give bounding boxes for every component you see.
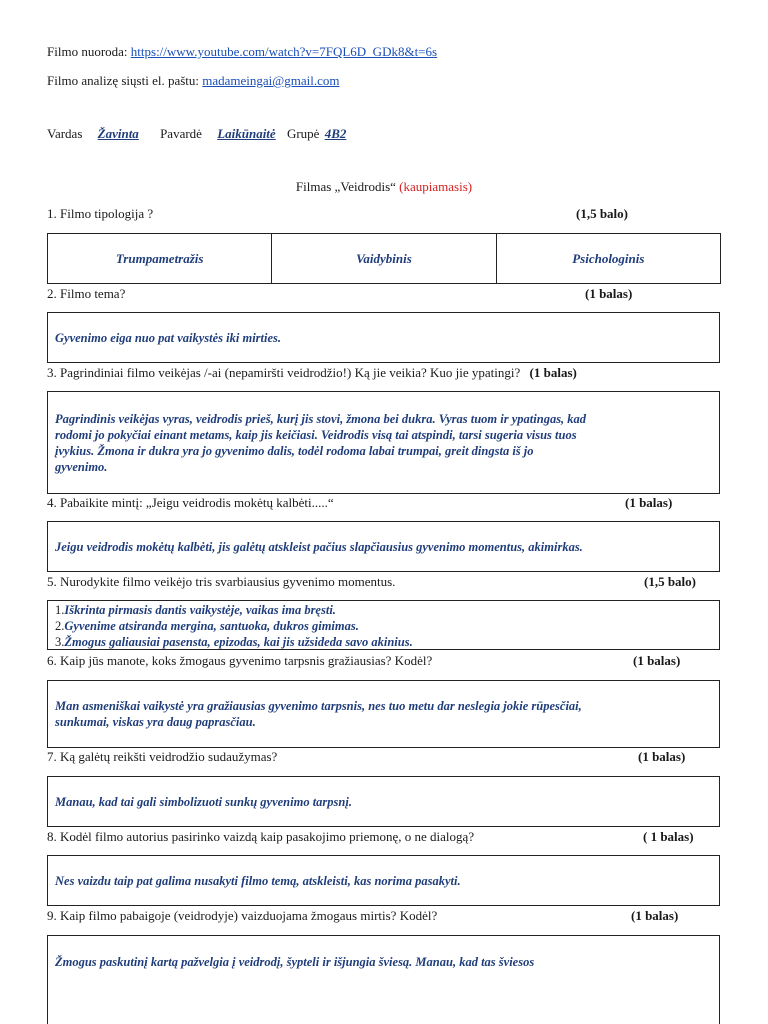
question-3 [47, 365, 577, 381]
question-2-points: (1 balas) [585, 286, 633, 301]
moment-number: 1. [55, 603, 65, 617]
answer-line: Nes vaizdu taip pat galima nusakyti filmo temą, atskleisti, kas norima pasakyti. [55, 873, 461, 888]
typology-table [47, 233, 721, 284]
question-5: 5. Nurodykite filmo veikėjo tris svarbiausius gyvenimo momentus. [47, 574, 396, 589]
typology-cell: Trumpametražis [48, 234, 272, 284]
student-row [47, 126, 346, 142]
moment-item [55, 618, 712, 634]
answer-9-box [47, 935, 720, 1024]
question-7-points: (1 balas) [638, 749, 686, 764]
question-6-points: (1 balas) [633, 653, 681, 668]
answer-3-box [47, 391, 720, 494]
moment-number: 2. [55, 619, 65, 633]
question-4: 4. Pabaikite mintį: „Jeigu veidrodis mokėtų kalbėti.....“ [47, 495, 334, 510]
answer-line: Žmogus paskutinį kartą pažvelgia į veidrodį, šypteli ir išjungia šviesą. Manau, kad tas šviesos [55, 955, 535, 969]
question-7: 7. Ką galėtų reikšti veidrodžio sudaužymas? [47, 749, 278, 764]
question-8: 8. Kodėl filmo autorius pasirinko vaizdą kaip pasakojimo priemonę, o ne dialogą? [47, 829, 475, 844]
moment-text: Iškrinta pirmasis dantis vaikystėje, vaikas ima bręsti. [64, 603, 336, 617]
question-1: 1. Filmo tipologija ? [47, 206, 154, 221]
email-link[interactable]: madameingai@gmail.com [202, 73, 340, 88]
answer-line: gyvenimo. [55, 459, 108, 474]
question-9-points: (1 balas) [631, 908, 679, 923]
film-link[interactable]: https://www.youtube.com/watch?v=7FQL6D_GDk8&t=6s [130, 44, 438, 59]
answer-6-box [47, 680, 720, 748]
answer-line: Pagrindinis veikėjas vyras, veidrodis prieš, kurį jis stovi, žmona bei dukra. Vyras tuom ir ypatingas, kad [55, 411, 587, 426]
answer-5-box [47, 600, 720, 650]
question-6: 6. Kaip jūs manote, koks žmogaus gyvenimo tarpsnis gražiausias? Kodėl? [47, 653, 433, 668]
email-label: Filmo analizę siųsti el. paštu: [47, 73, 200, 88]
answer-line: Gyvenimo eiga nuo pat vaikystės iki mirties. [55, 330, 282, 345]
moment-text: Žmogus galiausiai pasensta, epizodas, kai jis užsideda savo akinius. [64, 635, 413, 649]
moment-item [55, 602, 712, 618]
question-5-points: (1,5 balo) [644, 574, 696, 589]
title-note: (kaupiamasis) [399, 179, 473, 194]
answer-line: Man asmeniškai vaikystė yra gražiausias gyvenimo tarpsnis, nes tuo metu dar neslegia jokie rūpesčiai, [55, 699, 582, 713]
last-name-value: Laikūnaitė [217, 126, 276, 141]
first-name-label: Vardas [47, 126, 83, 141]
answer-line: rodomi jo pokyčiai einant metams, kaip jis keičiasi. Veidrodis visą tai atspindi, tarsi sugeria visus tuos [55, 427, 577, 442]
answer-4-box [47, 521, 720, 572]
answer-line: įvykius. Žmona ir dukra yra jo gyvenimo dalis, todėl rodoma labai trumpai, greit dingsta iš jo [55, 443, 534, 458]
group-label: Grupė [286, 126, 320, 141]
film-link-label: Filmo nuoroda: [47, 44, 128, 59]
question-8-points: ( 1 balas) [643, 829, 694, 844]
email-row [47, 73, 340, 89]
question-3-text: 3. Pagrindiniai filmo veikėjas /-ai (nepamiršti veidrodžio!) Ką jie veikia? Kuo jie ypatingi? [47, 365, 521, 380]
moment-text: Gyvenime atsiranda mergina, santuoka, dukros gimimas. [64, 619, 359, 633]
question-2: 2. Filmo tema? [47, 286, 126, 301]
typology-cell: Psichologinis [496, 234, 720, 284]
typology-cell: Vaidybinis [272, 234, 496, 284]
first-name-value: Žavinta [97, 126, 139, 141]
last-name-label: Pavardė [160, 126, 202, 141]
answer-line: Manau, kad tai gali simbolizuoti sunkų gyvenimo tarpsnį. [55, 794, 352, 809]
answer-8-box [47, 855, 720, 906]
question-9: 9. Kaip filmo pabaigoje (veidrodyje) vaizduojama žmogaus mirtis? Kodėl? [47, 908, 438, 923]
question-1-points: (1,5 balo) [576, 206, 628, 221]
group-value: 4B2 [324, 126, 347, 141]
answer-line: sunkumai, viskas yra daug paprasčiau. [55, 715, 256, 729]
answer-line: Jeigu veidrodis mokėtų kalbėti, jis galėtų atskleist pačius slapčiausius gyvenimo momentus, akimirkas. [55, 539, 583, 554]
answer-7-box [47, 776, 720, 827]
moment-item [55, 634, 712, 650]
title-text: Filmas „Veidrodis“ [295, 179, 396, 194]
moment-number: 3. [55, 635, 65, 649]
film-link-row [47, 44, 437, 60]
answer-2-box [47, 312, 720, 363]
document-title [0, 179, 768, 195]
question-3-points: (1 balas) [529, 365, 577, 380]
question-4-points: (1 balas) [625, 495, 673, 510]
